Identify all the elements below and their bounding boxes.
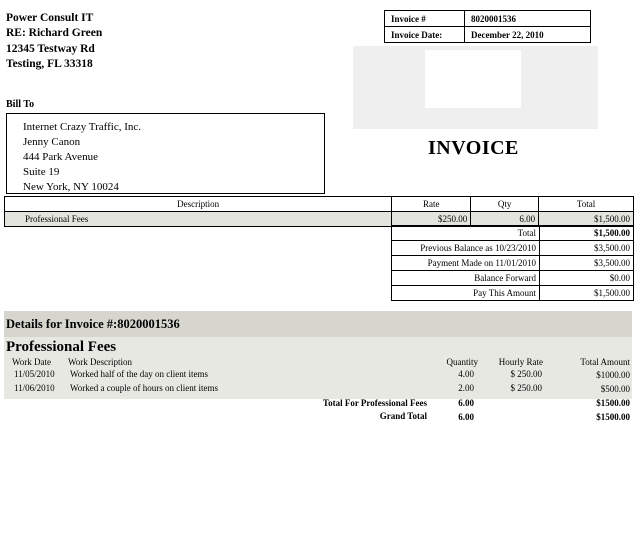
work-description: Worked half of the day on client items <box>70 369 208 379</box>
invoice-date-label: Invoice Date: <box>385 27 465 43</box>
item-description: Professional Fees <box>5 212 392 227</box>
work-quantity: 2.00 <box>458 383 474 393</box>
logo-placeholder <box>353 46 598 129</box>
totals-table <box>391 225 634 301</box>
work-description: Worked a couple of hours on client items <box>70 383 218 393</box>
header-work-date: Work Date <box>12 357 52 367</box>
work-quantity: 4.00 <box>458 369 474 379</box>
totals-row <box>392 286 634 301</box>
header-work-description: Work Description <box>68 357 133 367</box>
bill-to-line: Jenny Canon <box>23 136 81 148</box>
totals-label: Pay This Amount <box>392 286 540 301</box>
header-hourly-rate: Hourly Rate <box>498 357 543 367</box>
item-rate: $250.00 <box>392 212 471 227</box>
work-date: 11/06/2010 <box>14 383 55 393</box>
col-header-description: Description <box>5 197 392 212</box>
grand-total-amount: $1500.00 <box>596 412 630 422</box>
invoice-date: December 22, 2010 <box>465 27 591 43</box>
totals-value: $1,500.00 <box>540 226 634 241</box>
col-header-total: Total <box>539 197 634 212</box>
work-date: 11/05/2010 <box>14 369 55 379</box>
line-items-table <box>4 196 634 227</box>
logo-image-area <box>425 50 521 108</box>
header-total-amount: Total Amount <box>580 357 630 367</box>
totals-label: Previous Balance as 10/23/2010 <box>392 241 540 256</box>
bill-to-line: 444 Park Avenue <box>23 151 98 163</box>
invoice-number: 8020001536 <box>465 11 591 27</box>
totals-row <box>392 226 634 241</box>
work-amount: $500.00 <box>600 384 630 394</box>
totals-row <box>392 256 634 271</box>
bill-to-box <box>6 113 325 194</box>
details-heading: Details for Invoice #:8020001536 <box>4 311 632 337</box>
header-quantity: Quantity <box>446 357 478 367</box>
company-name: Power Consult IT <box>6 12 94 24</box>
grand-total-qty: 6.00 <box>458 412 474 422</box>
totals-label: Payment Made on 11/01/2010 <box>392 256 540 271</box>
grand-total-label: Grand Total <box>379 411 427 421</box>
totals-value: $3,500.00 <box>540 241 634 256</box>
totals-value: $1,500.00 <box>540 286 634 301</box>
totals-row <box>392 241 634 256</box>
section-total-qty: 6.00 <box>458 398 474 408</box>
invoice-meta-table <box>384 10 591 43</box>
item-total: $1,500.00 <box>539 212 634 227</box>
invoice-title: INVOICE <box>428 137 519 159</box>
item-qty: 6.00 <box>471 212 539 227</box>
work-rate: $ 250.00 <box>510 383 542 393</box>
bill-to-line: New York, NY 10024 <box>23 181 119 193</box>
company-block <box>6 11 102 72</box>
line-items-header-row <box>5 197 634 212</box>
totals-label: Balance Forward <box>392 271 540 286</box>
bill-to-line: Internet Crazy Traffic, Inc. <box>23 121 142 133</box>
work-rate: $ 250.00 <box>510 369 542 379</box>
company-address-line2: Testing, FL 33318 <box>6 57 93 70</box>
col-header-rate: Rate <box>392 197 471 212</box>
company-address-line1: 12345 Testway Rd <box>6 42 95 55</box>
totals-row <box>392 271 634 286</box>
re-line: RE: Richard Green <box>6 27 103 40</box>
section-title: Professional Fees <box>6 339 117 355</box>
totals-value: $3,500.00 <box>540 256 634 271</box>
section-total-label: Total For Professional Fees <box>322 398 427 408</box>
work-amount: $1000.00 <box>596 370 630 380</box>
section-total-amount: $1500.00 <box>596 398 630 408</box>
totals-value: $0.00 <box>540 271 634 286</box>
col-header-qty: Qty <box>471 197 539 212</box>
invoice-number-label: Invoice # <box>385 11 465 27</box>
bill-to-line: Suite 19 <box>23 166 60 178</box>
bill-to-label: Bill To <box>6 99 35 110</box>
totals-label: Total <box>392 226 540 241</box>
